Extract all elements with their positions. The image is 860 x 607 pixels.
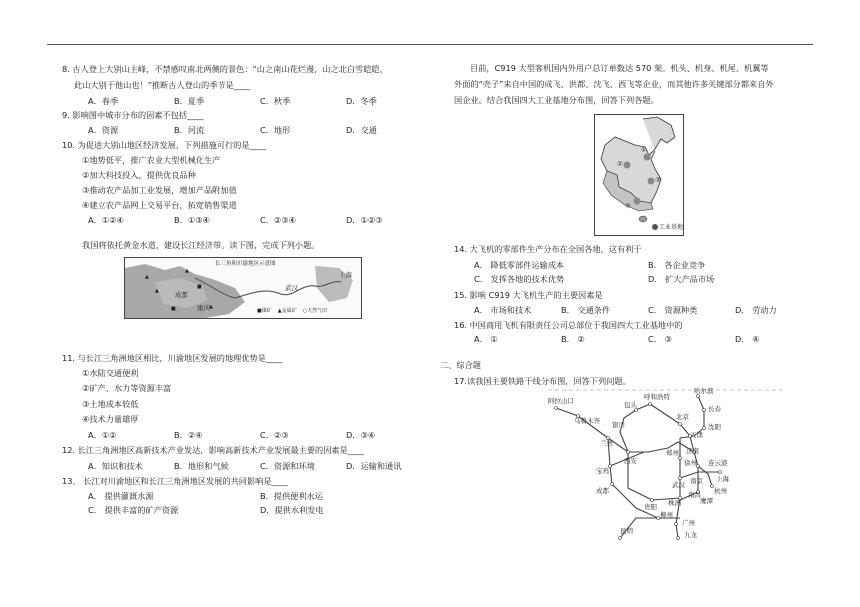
q10-stem: 10. 为促进大别山地区经济发展，下列措施可行的是____ bbox=[62, 140, 266, 150]
q9-stem: 9. 影响图中城市分布的因素不包括____ bbox=[62, 110, 204, 120]
q10-item-4: ④建立农产品网上交易平台，拓宽销售渠道 bbox=[82, 200, 237, 210]
rail-city-liuzhou: 柳州 bbox=[660, 511, 673, 519]
q16-options bbox=[474, 334, 759, 345]
q16-stem: 16. 中国商用飞机有限责任公司总部位于我国四大工业基地中的 bbox=[454, 320, 683, 330]
rail-city-nanjing: 南京 bbox=[690, 477, 703, 485]
q12-stem: 12. 长江三角洲地区高新技术产业发达，影响高新技术产业发展最主要的因素是____ bbox=[62, 445, 365, 455]
q14-option-a[interactable]: A． 降低零部件运输成本 bbox=[474, 260, 565, 270]
legend-coal: ■煤矿 bbox=[257, 308, 272, 314]
rail-city-changchun: 长春 bbox=[708, 405, 721, 413]
q12-option-b[interactable]: B．地形和气候 bbox=[174, 461, 229, 471]
q8-options bbox=[88, 96, 377, 107]
q10-option-a[interactable]: A．①②④ bbox=[88, 215, 124, 225]
q8-option-a[interactable]: A．春季 bbox=[88, 96, 119, 106]
q15-options bbox=[474, 305, 777, 316]
rail-city-shanghai: 上海 bbox=[716, 475, 729, 483]
rail-city-baoji: 宝鸡 bbox=[596, 467, 609, 475]
q9-option-b[interactable]: B．河流 bbox=[174, 125, 205, 135]
q16-option-b[interactable]: B． ② bbox=[561, 334, 585, 344]
section-2-heading: 二、综合题 bbox=[440, 360, 481, 370]
q9-option-c[interactable]: C．地形 bbox=[260, 125, 291, 135]
q8-option-d[interactable]: D．冬季 bbox=[346, 96, 377, 106]
rail-city-guangzhou: 广州 bbox=[682, 519, 695, 527]
yangtze-intro: 我国将依托黄金水道，建设长江经济带。读下图，完成下列小题。 bbox=[82, 240, 320, 250]
q12-option-c[interactable]: C．资源和环境 bbox=[260, 461, 315, 471]
rail-city-zhuzhou: 株洲 bbox=[668, 499, 681, 507]
q10-options bbox=[88, 215, 383, 226]
q8-stem-line2: 此山大别于他山也！”推断古人登山的季节是____ bbox=[74, 80, 251, 90]
q8-option-b[interactable]: B．夏季 bbox=[174, 96, 205, 106]
rail-city-yingtan: 鹰潭 bbox=[700, 497, 713, 505]
map-label-chengdu: 成都 bbox=[175, 291, 188, 299]
svg-text:▲: ▲ bbox=[185, 268, 189, 274]
map-label-chongqing: 重庆 bbox=[197, 304, 210, 312]
q15-option-b[interactable]: B． 交通条件 bbox=[561, 305, 611, 315]
china-map-marker-2: ② bbox=[617, 160, 623, 168]
q12-option-a[interactable]: A．知识和技术 bbox=[88, 461, 143, 471]
q16-option-a[interactable]: A． ① bbox=[474, 334, 498, 344]
china-map-graphic bbox=[595, 115, 683, 235]
rail-city-hangzhou: 杭州 bbox=[714, 487, 727, 495]
q11-option-b[interactable]: B．②④ bbox=[174, 430, 203, 440]
q14-option-d[interactable]: D． 扩大产品市场 bbox=[648, 274, 715, 284]
q15-stem: 15. 影响 C919 大飞机生产的主要因素是 bbox=[454, 290, 603, 300]
q9-option-a[interactable]: A．资源 bbox=[88, 125, 119, 135]
top-rule bbox=[47, 44, 813, 45]
q14-options-row2 bbox=[474, 274, 714, 285]
q11-item-4: ④技术力量雄厚 bbox=[82, 414, 139, 424]
china-industrial-map bbox=[594, 114, 684, 236]
yangtze-map bbox=[124, 257, 362, 319]
yangtze-map-legend bbox=[257, 308, 327, 315]
rail-city-yinchuan: 银川 bbox=[612, 421, 625, 429]
rail-city-beijing: 北京 bbox=[676, 413, 689, 421]
legend-metal: ▲金属矿 bbox=[277, 308, 297, 314]
c919-intro-line1: 目前，C919 大型客机国内外用户总订单数达 570 架。机头、机身、机尾、机翼等 bbox=[470, 63, 769, 73]
q13-options-row1 bbox=[88, 491, 323, 502]
rail-city-urumqi: 乌鲁木齐 bbox=[574, 417, 600, 425]
q15-option-d[interactable]: D． 劳动力 bbox=[735, 305, 777, 315]
rail-city-zhengzhou: 郑州 bbox=[666, 449, 679, 457]
rail-city-lanzhou: 兰州 bbox=[600, 439, 613, 447]
yangtze-map-title: 长三角和川渝地区示意图 bbox=[215, 261, 276, 267]
rail-city-alashankou: 阿拉山口 bbox=[548, 397, 574, 405]
svg-text:▲: ▲ bbox=[155, 288, 159, 294]
q11-item-3: ③土地成本较低 bbox=[82, 399, 139, 409]
q9-options bbox=[88, 125, 377, 136]
rail-city-harbin: 哈尔滨 bbox=[694, 387, 714, 395]
q14-option-b[interactable]: B． 各企业竞争 bbox=[648, 260, 706, 270]
legend-gas: ○天然气田 bbox=[302, 308, 327, 314]
rail-city-xian: 西安 bbox=[624, 457, 637, 465]
q10-item-1: ①地势低平，推广农业大型机械化生产 bbox=[82, 155, 221, 165]
q12-option-d[interactable]: D．运输和通讯 bbox=[346, 461, 402, 471]
rail-city-xuzhou: 徐州 bbox=[684, 459, 697, 467]
rail-city-nanchang: 南昌 bbox=[688, 491, 701, 499]
q11-stem: 11. 与长江三角洲地区相比，川渝地区发展的地理优势是____ bbox=[62, 353, 283, 363]
q13-option-c[interactable]: C． 提供丰富的矿产资源 bbox=[88, 505, 179, 515]
q11-item-1: ①水陆交通便利 bbox=[82, 368, 139, 378]
c919-intro-line2: 外面的“壳子”来自中国的成飞、洪都、沈飞、西飞等企业，而其他许多关键部分都来自外 bbox=[454, 79, 774, 89]
c919-intro-line3: 国企业。结合我国四大工业基地分布图，回答下列各题。 bbox=[454, 95, 659, 105]
rail-city-tianjin: 天津 bbox=[690, 431, 703, 439]
q16-option-d[interactable]: D． ④ bbox=[735, 334, 760, 344]
rail-city-lianyungang: 连云港 bbox=[708, 459, 728, 467]
rail-city-hohhot: 呼和浩特 bbox=[644, 393, 670, 401]
rail-city-jinan: 济南 bbox=[686, 447, 699, 455]
map-label-shanghai: 上海 bbox=[339, 271, 352, 279]
china-map-marker-3: ③ bbox=[655, 176, 661, 184]
china-map-legend: 工业基地 bbox=[659, 224, 684, 231]
svg-text:■: ■ bbox=[171, 306, 176, 312]
map-label-wuhan: 武汉 bbox=[285, 284, 298, 292]
q15-option-c[interactable]: C． 资源种类 bbox=[648, 305, 698, 315]
q13-option-b[interactable]: B．提供便利水运 bbox=[260, 491, 323, 501]
q17-stem: 17.读我国主要铁路干线分布图，回答下列问题。 bbox=[454, 376, 631, 386]
railway-map bbox=[548, 388, 784, 540]
q11-option-c[interactable]: C．②③ bbox=[260, 430, 289, 440]
q9-option-d[interactable]: D．交通 bbox=[346, 125, 377, 135]
q14-option-c[interactable]: C． 发挥各地的技术优势 bbox=[474, 274, 565, 284]
rail-city-chengdu: 成都 bbox=[596, 487, 609, 495]
q13-option-a[interactable]: A． 提供灌溉水源 bbox=[88, 491, 154, 501]
rail-city-guiyang: 贵阳 bbox=[644, 503, 657, 511]
q13-option-d[interactable]: D．提供水利发电 bbox=[260, 505, 324, 515]
rail-city-kowloon: 九龙 bbox=[684, 531, 697, 539]
q10-option-d[interactable]: D．①②③ bbox=[346, 215, 383, 225]
rail-city-kunming: 昆明 bbox=[620, 527, 633, 535]
svg-text:▲: ▲ bbox=[209, 304, 213, 310]
china-map-marker-4: ④ bbox=[625, 202, 631, 210]
q8-stem-line1: 8. 古人登上大别山主峰，不禁感叹南北两侧的景色：“山之南山花烂漫，山之北白雪皑皑， bbox=[62, 64, 388, 74]
q11-option-a[interactable]: A．①② bbox=[88, 430, 117, 440]
q10-item-2: ②加大科技投入，提供优良品种 bbox=[82, 170, 196, 180]
q10-option-b[interactable]: B．①③④ bbox=[174, 215, 210, 225]
q10-option-c[interactable]: C．②③④ bbox=[260, 215, 296, 225]
q15-option-a[interactable]: A． 市场和技术 bbox=[474, 305, 532, 315]
q12-options bbox=[88, 461, 401, 472]
rail-city-baotou: 包头 bbox=[624, 401, 637, 409]
q8-option-c[interactable]: C．秋季 bbox=[260, 96, 291, 106]
q13-stem: 13、 长江对川渝地区和长江三角洲地区发展的共同影响是____ bbox=[62, 476, 288, 486]
rail-city-shenyang: 沈阳 bbox=[708, 423, 721, 431]
q11-options bbox=[88, 430, 375, 441]
q14-stem: 14. 大飞机的零部件生产分布在全国各地，这有利于 bbox=[454, 244, 642, 254]
q16-option-c[interactable]: C． ③ bbox=[648, 334, 672, 344]
q14-options-row1 bbox=[474, 260, 705, 271]
svg-text:▲: ▲ bbox=[145, 274, 149, 280]
china-map-marker-1: ① bbox=[641, 146, 647, 154]
q11-item-2: ②矿产、水力等资源丰富 bbox=[82, 383, 172, 393]
q13-options-row2 bbox=[88, 505, 324, 516]
svg-text:■: ■ bbox=[197, 284, 202, 290]
rail-city-wuhan: 武汉 bbox=[672, 481, 685, 489]
q11-option-d[interactable]: D．③④ bbox=[346, 430, 376, 440]
q10-item-3: ③推动农产品加工业发展，增加产品附加值 bbox=[82, 185, 237, 195]
